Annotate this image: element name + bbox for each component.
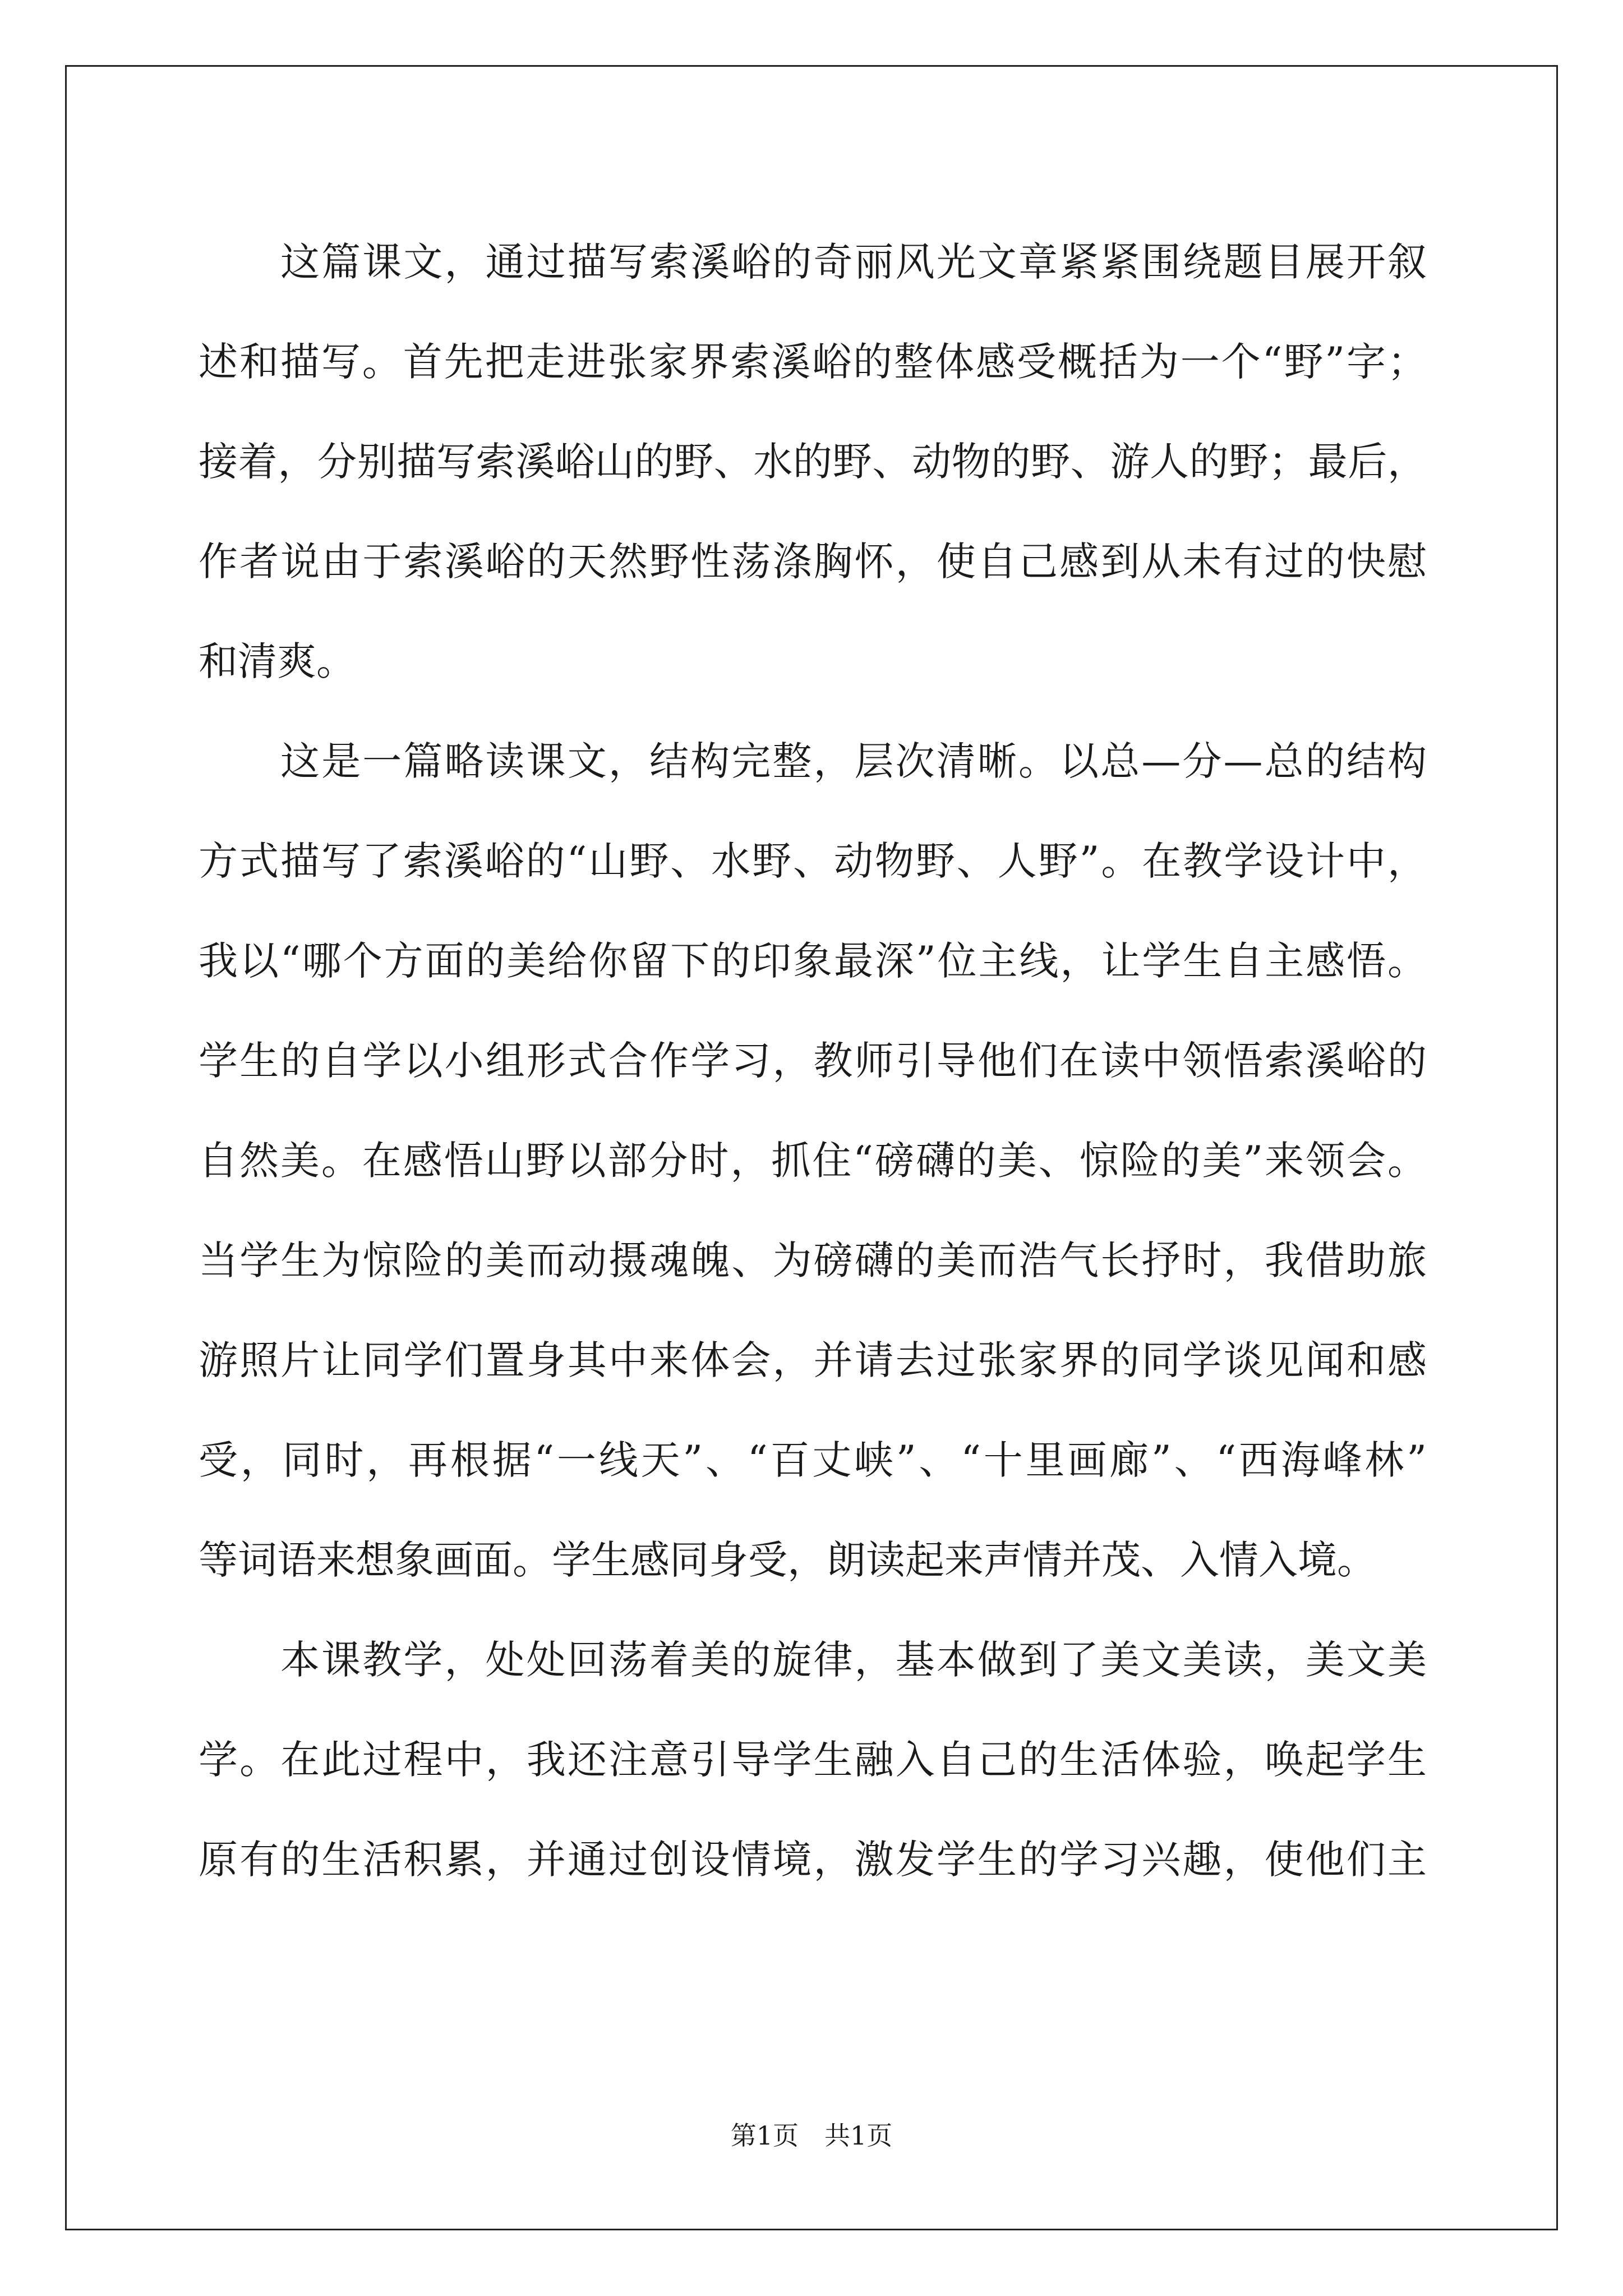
text-line: 本课教学，处处回荡着美的旋律，基本做到了美文美读，美文美 (280, 1637, 1427, 1683)
page-number-current: 第1页 (730, 2120, 799, 2151)
page-number-total: 共1页 (824, 2120, 893, 2151)
text-line: 我以“哪个方面的美给你留下的印象最深”位主线，让学生自主感悟。 (199, 938, 1427, 984)
text-line: 游照片让同学们置身其中来体会，并请去过张家界的同学谈见闻和感 (199, 1337, 1427, 1383)
text-line: 这是一篇略读课文，结构完整，层次清晰。以总—分—总的结构 (280, 738, 1427, 784)
text-line: 等词语来想象画面。学生感同身受，朗读起来声情并茂、入情入境。 (199, 1537, 1376, 1583)
text-line: 这篇课文，通过描写索溪峪的奇丽风光文章紧紧围绕题目展开叙 (280, 239, 1427, 285)
text-line: 方式描写了索溪峪的“山野、水野、动物野、人野”。在教学设计中， (199, 838, 1427, 884)
text-line: 和清爽。 (199, 638, 356, 684)
text-line: 自然美。在感悟山野以部分时，抓住“磅礴的美、惊险的美”来领会。 (199, 1138, 1427, 1184)
text-line: 受，同时，再根据“一线天”、“百丈峡”、“十里画廊”、“西海峰林” (199, 1437, 1427, 1483)
page-footer (0, 2119, 1623, 2152)
text-line: 作者说由于索溪峪的天然野性荡涤胸怀，使自己感到从未有过的快慰 (199, 539, 1427, 585)
text-line: 述和描写。首先把走进张家界索溪峪的整体感受概括为一个“野”字； (199, 339, 1427, 385)
text-line: 接着，分别描写索溪峪山的野、水的野、动物的野、游人的野；最后， (199, 439, 1427, 485)
text-line: 学生的自学以小组形式合作学习，教师引导他们在读中领悟索溪峪的 (199, 1038, 1427, 1084)
text-line: 当学生为惊险的美而动摄魂魄、为磅礴的美而浩气长抒时，我借助旅 (199, 1237, 1427, 1283)
document-body (199, 212, 1427, 1910)
text-line: 学。在此过程中，我还注意引导学生融入自己的生活体验，唤起学生 (199, 1737, 1427, 1783)
text-line: 原有的生活积累，并通过创设情境，激发学生的学习兴趣，使他们主 (199, 1837, 1427, 1883)
